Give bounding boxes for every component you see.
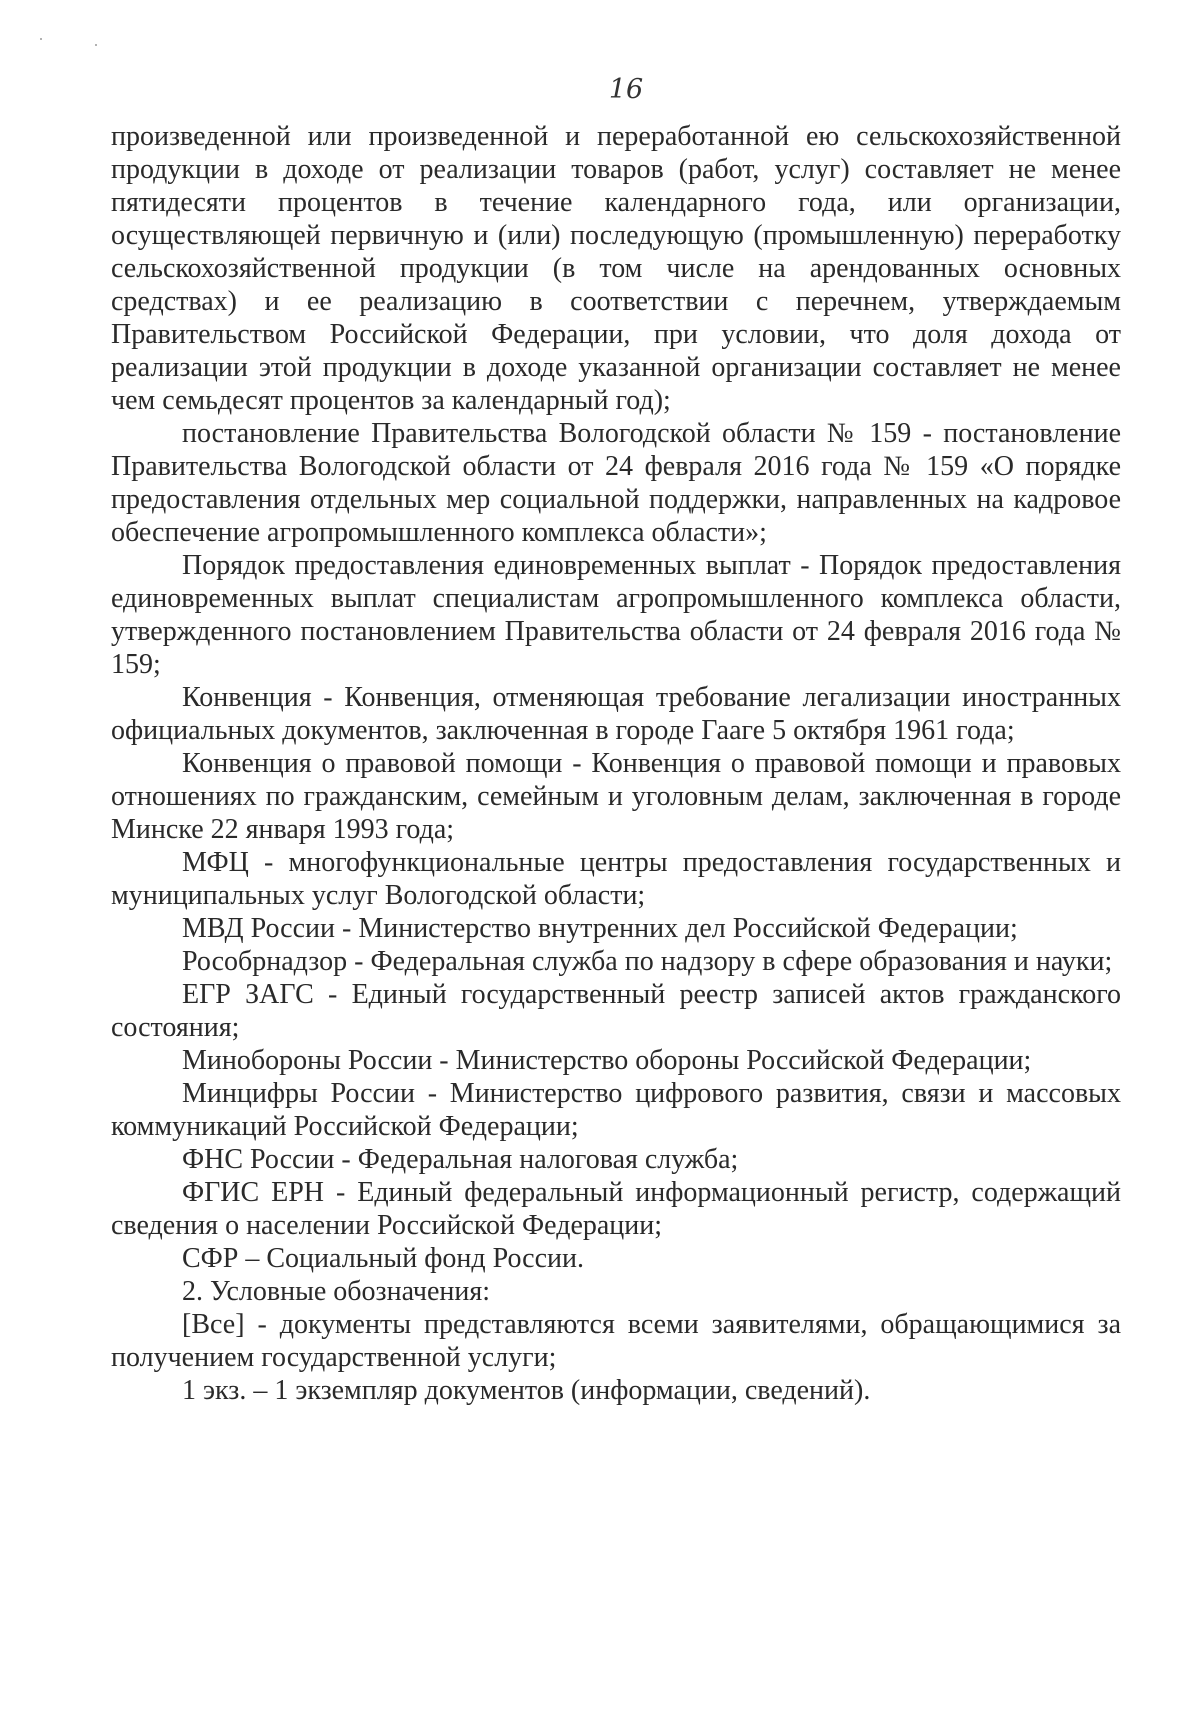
paragraph: МФЦ - многофункциональные центры предоставления государственных и муниципальных услуг Вологодской области; <box>111 847 1121 911</box>
paragraph: [Все] - документы представляются всеми заявителями, обращающимися за получением государственной услуги; <box>111 1309 1121 1373</box>
paragraph: Порядок предоставления единовременных выплат - Порядок предоставления единовременных выплат специалистам агропромышленного комплекса области, утвержденного постановлением Правительства области от 24 февраля 2016 года № 159; <box>111 550 1121 680</box>
paragraph: Минцифры России - Министерство цифрового развития, связи и массовых коммуникаций Российской Федерации; <box>111 1078 1121 1142</box>
paragraph: Конвенция - Конвенция, отменяющая требование легализации иностранных официальных документов, заключенная в городе Гааге 5 октября 1961 года; <box>111 682 1121 746</box>
paragraph: Рособрнадзор - Федеральная служба по надзору в сфере образования и науки; <box>182 946 1113 977</box>
document-body <box>111 120 1121 1407</box>
paragraph: Конвенция о правовой помощи - Конвенция о правовой помощи и правовых отношениях по гражданским, семейным и уголовным делам, заключенная в городе Минске 22 января 1993 года; <box>111 748 1121 845</box>
paragraph: ЕГР ЗАГС - Единый государственный реестр записей актов гражданского состояния; <box>111 979 1121 1043</box>
paragraph: ФГИС ЕРН - Единый федеральный информационный регистр, содержащий сведения о населении Российской Федерации; <box>111 1177 1121 1241</box>
page-number: 16 <box>608 74 644 105</box>
scan-speck <box>95 44 97 46</box>
paragraph: 2. Условные обозначения: <box>182 1276 491 1307</box>
paragraph: постановление Правительства Вологодской области № 159 - постановление Правительства Вологодской области от 24 февраля 2016 года № 159 «О порядке предоставления отдельных мер социальной поддержки, направленных на кадровое обеспечение агропромышленного комплекса области»; <box>111 418 1121 548</box>
scan-speck <box>40 38 42 40</box>
paragraph: МВД России - Министерство внутренних дел Российской Федерации; <box>182 913 1018 944</box>
paragraph: ФНС России - Федеральная налоговая служба; <box>182 1144 739 1175</box>
paragraph: 1 экз. – 1 экземпляр документов (информации, сведений). <box>182 1375 871 1406</box>
paragraph: произведенной или произведенной и переработанной ею сельскохозяйственной продукции в доходе от реализации товаров (работ, услуг) составляет не менее пятидесяти процентов в течение календарного года, или организации, осуществляющей первичную и (или) последующую (промышленную) переработку сельскохозяйственной продукции (в том числе на арендованных основных средствах) и ее реализацию в соответствии с перечнем, утверждаемым Правительством Российской Федерации, при условии, что доля дохода от реализации этой продукции в доходе указанной организации составляет не менее чем семьдесят процентов за календарный год); <box>111 121 1121 416</box>
paragraph: СФР – Социальный фонд России. <box>182 1243 584 1274</box>
paragraph: Минобороны России - Министерство обороны Российской Федерации; <box>182 1045 1032 1076</box>
